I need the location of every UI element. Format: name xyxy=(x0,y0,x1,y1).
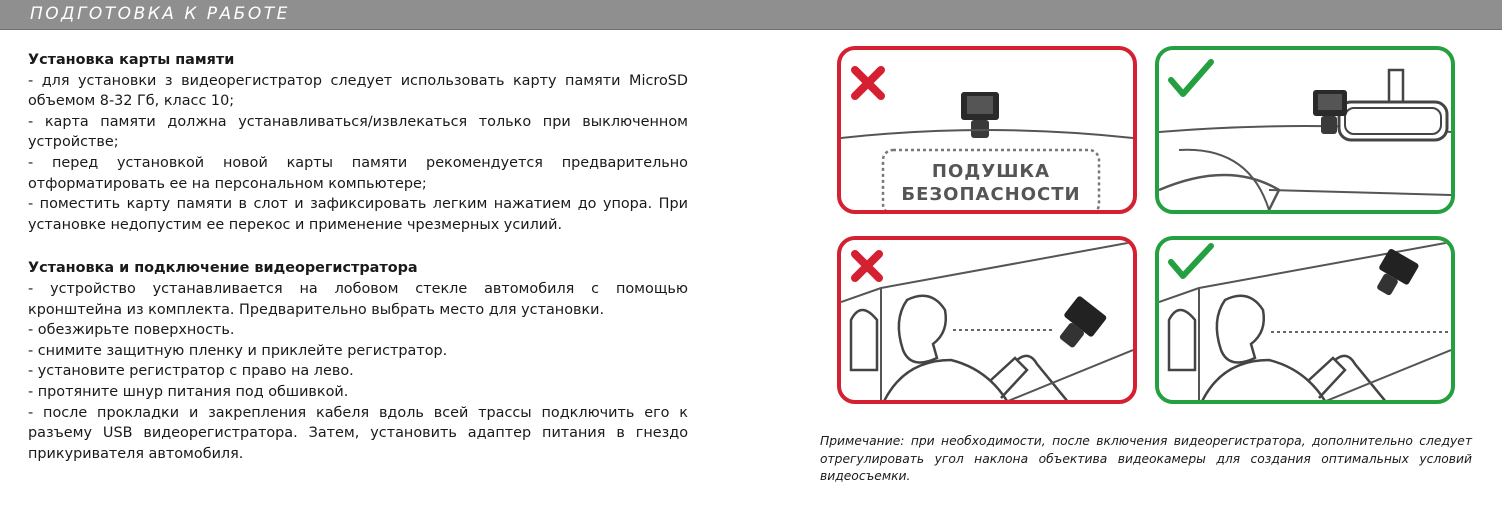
instruction-item: - снимите защитную пленку и приклейте регистратор. xyxy=(28,342,448,359)
instruction-item: - обезжирьте поверхность. xyxy=(28,322,235,339)
illustration-wrong-airbag xyxy=(837,46,1137,214)
instruction-item: - устройство устанавливается на лобовом стекле автомобиля с помощью кронштейна из комплекта. Предварительно выбрать место для установки. xyxy=(28,280,688,318)
section-installation xyxy=(28,258,688,464)
airbag-label: ПОДУШКА xyxy=(931,161,1051,182)
instructions-column xyxy=(28,50,688,464)
airbag-label: БЕЗОПАСНОСТИ xyxy=(901,184,1081,205)
installation-note: Примечание: при необходимости, после включения видеорегистратора, дополнительно следует отрегулировать угол наклона объектива видеокамеры для создания оптимальных условий видеосъемки. xyxy=(820,434,1472,484)
illustration-correct-side xyxy=(1155,236,1455,404)
dashcam-icon xyxy=(1051,295,1108,353)
section-heading: Установка карты памяти xyxy=(28,52,235,68)
instruction-item: - после прокладки и закрепления кабеля вдоль всей трассы подключить его к разъему USB видеорегистратора. Затем, установить адаптер питания в гнездо прикуривателя автомобиля. xyxy=(28,404,688,462)
instruction-item: - для установки з видеорегистратор следует использовать карту памяти MicroSD объемом 8-32 Гб, класс 10; xyxy=(28,72,688,110)
instruction-item: - протяните шнур питания под обшивкой. xyxy=(28,383,349,400)
rearview-mirror xyxy=(1339,70,1447,140)
checkmark-icon xyxy=(1171,62,1211,94)
cross-icon xyxy=(855,254,879,278)
section-memory-card xyxy=(28,50,688,235)
illustration-wrong-side xyxy=(837,236,1137,404)
section-heading: Установка и подключение видеорегистратора xyxy=(28,260,418,277)
page-title: ПОДГОТОВКА К РАБОТЕ xyxy=(30,4,290,24)
instruction-item: - карта памяти должна устанавливаться/извлекаться только при выключенном устройстве; xyxy=(28,113,688,151)
cross-icon xyxy=(855,70,881,96)
page-header xyxy=(0,0,1502,30)
illustration-correct-mirror xyxy=(1155,46,1455,214)
instruction-item: - перед установкой новой карты памяти рекомендуется предварительно отформатировать ее на персональном компьютере; xyxy=(28,154,688,192)
checkmark-icon xyxy=(1171,246,1211,276)
instruction-item: - поместить карту памяти в слот и зафиксировать легким нажатием до упора. При установке недопустим ее перекос и применение чрезмерных усилий. xyxy=(28,196,688,233)
instruction-item: - установите регистратор с право на лево. xyxy=(28,363,354,380)
